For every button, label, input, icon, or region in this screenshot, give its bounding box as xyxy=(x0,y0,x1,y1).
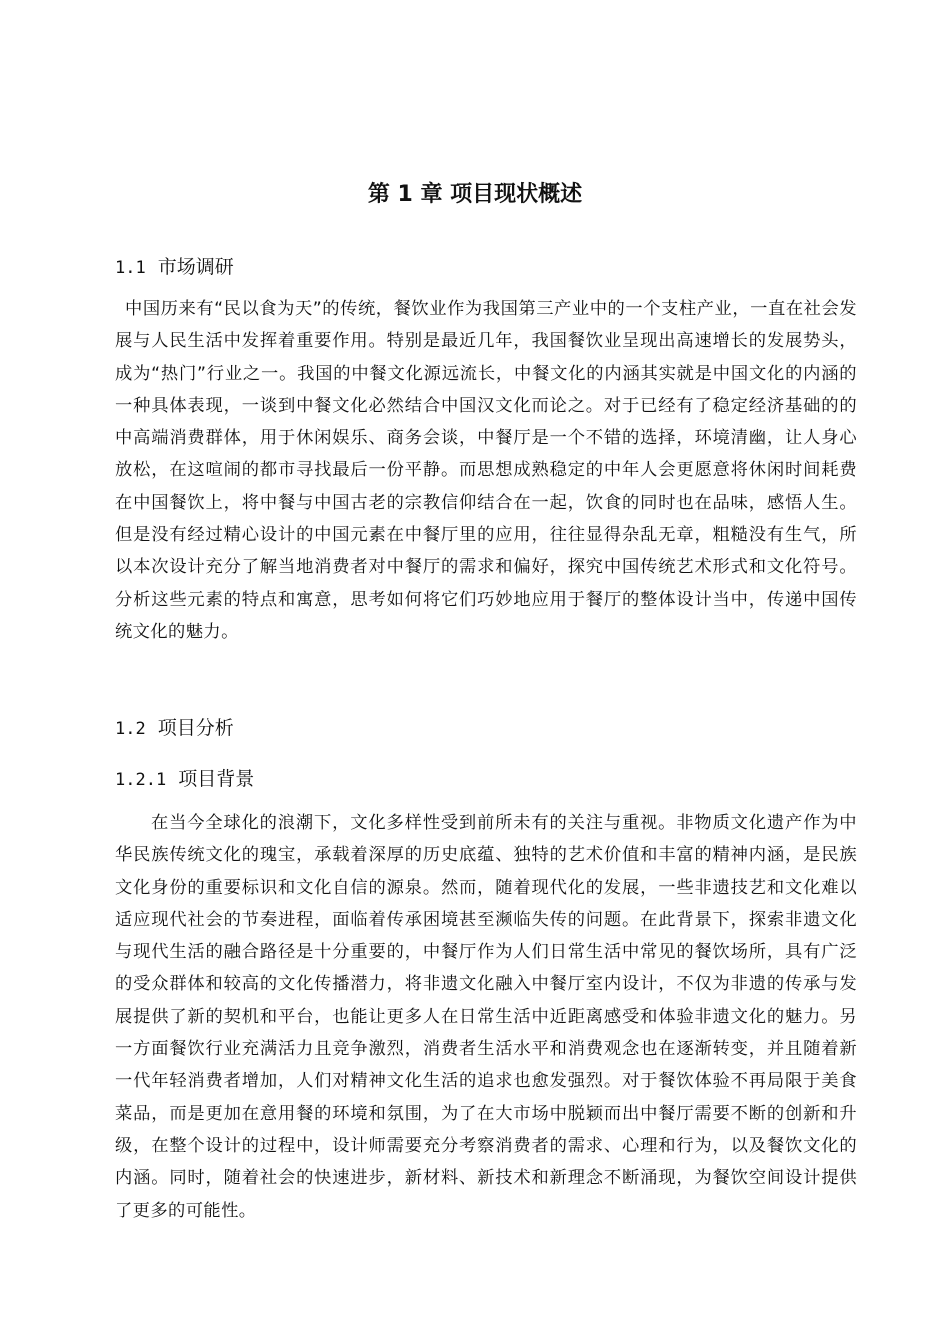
section-number: 1.2.1 xyxy=(115,770,167,790)
section-title: 项目背景 xyxy=(178,768,255,790)
paragraph-project-background: 在当今全球化的浪潮下，文化多样性受到前所未有的关注与重视。非物质文化遗产作为中华民族传统文化的瑰宝，承载着深厚的历史底蕴、独特的艺术价值和丰富的精神内涵，是民族文化身份的重要标识和文化自信的源泉。然而，随着现代化的发展，一些非遗技艺和文化难以适应现代社会的节奏进程，面临着传承困境甚至濒临失传的问题。在此背景下，探索非遗文化与现代生活的融合路径是十分重要的，中餐厅作为人们日常生活中常见的餐饮场所，具有广泛的受众群体和较高的文化传播潜力，将非遗文化融入中餐厅室内设计，不仅为非遗的传承与发展提供了新的契机和平台，也能让更多人在日常生活中近距离感受和体验非遗文化的魅力。另一方面餐饮行业充满活力且竞争激烈，消费者生活水平和消费观念也在逐渐转变，并且随着新一代年轻消费者增加，人们对精神文化生活的追求也愈发强烈。对于餐饮体验不再局限于美食菜品，而是更加在意用餐的环境和氛围，为了在大市场中脱颖而出中餐厅需要不断的创新和升级，在整个设计的过程中，设计师需要充分考察消费者的需求、心理和行为，以及餐饮文化的内涵。同时，随着社会的快速进步，新材料、新技术和新理念不断涌现，为餐饮空间设计提供了更多的可能性。 xyxy=(115,813,857,1221)
section-heading-1-1 xyxy=(115,253,234,282)
section-title: 市场调研 xyxy=(157,256,234,278)
section-title: 项目分析 xyxy=(157,717,234,739)
paragraph-market-research: 中国历来有“民以食为天”的传统，餐饮业作为我国第三产业中的一个支柱产业，一直在社会发展与人民生活中发挥着重要作用。特别是最近几年，我国餐饮业呈现出高速增长的发展势头，成为“热门”行业之一。我国的中餐文化源远流长，中餐文化的内涵其实就是中国文化的内涵的一种具体表现，一谈到中餐文化必然结合中国汉文化而论之。对于已经有了稳定经济基础的的中高端消费群体，用于休闲娱乐、商务会谈，中餐厅是一个不错的选择，环境清幽，让人身心放松，在这喧闹的都市寻找最后一份平静。而思想成熟稳定的中年人会更愿意将休闲时间耗费在中国餐饮上，将中餐与中国古老的宗教信仰结合在一起，饮食的同时也在品味，感悟人生。但是没有经过精心设计的中国元素在中餐厅里的应用，往往显得杂乱无章，粗糙没有生气，所以本次设计充分了解当地消费者对中餐厅的需求和偏好，探究中国传统艺术形式和文化符号。分析这些元素的特点和寓意，思考如何将它们巧妙地应用于餐厅的整体设计当中，传递中国传统文化的魅力。 xyxy=(115,299,857,642)
section-heading-1-2-1 xyxy=(115,765,254,794)
chapter-title: 第 1 章 项目现状概述 xyxy=(367,182,583,207)
section-number: 1.2 xyxy=(115,719,146,739)
section-number: 1.1 xyxy=(115,258,146,278)
section-heading-1-2 xyxy=(115,714,234,743)
